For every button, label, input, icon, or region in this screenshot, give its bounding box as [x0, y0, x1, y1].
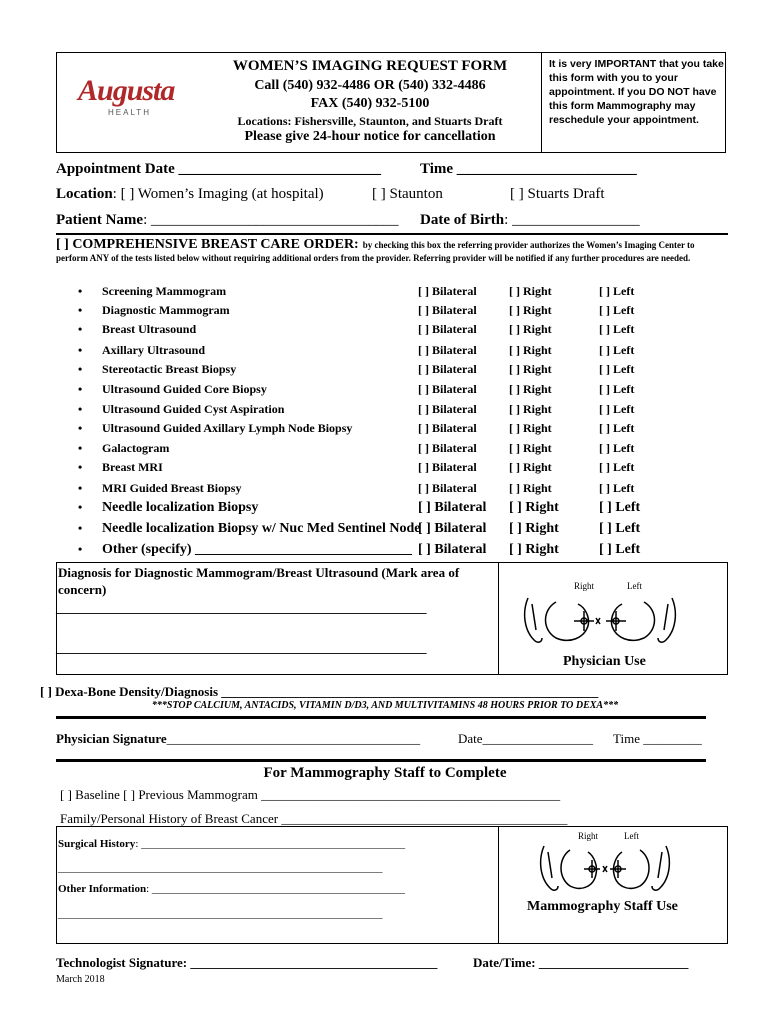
comprehensive-order-heading[interactable]: [ ] COMPREHENSIVE BREAST CARE ORDER:	[56, 237, 359, 252]
diagram-right-label: Right	[574, 581, 595, 591]
test-name: Diagnostic Mammogram	[102, 303, 230, 317]
dexa-warning: ***STOP CALCIUM, ANTACIDS, VITAMIN D/D3, AND MULTIVITAMINS 48 HOURS PRIOR TO DEXA***	[151, 700, 619, 711]
family-history-row[interactable]: Family/Personal History of Breast Cancer ____________________________________________	[60, 811, 568, 826]
bilateral-checkbox[interactable]: [ ] Bilateral	[418, 421, 477, 435]
staff-divider	[498, 826, 499, 944]
augusta-health-logo	[78, 76, 188, 126]
staff-heading: For Mammography Staff to Complete	[263, 765, 507, 781]
right-checkbox[interactable]: [ ] Right	[509, 421, 552, 435]
patient-name-label: Patient Name	[56, 212, 144, 228]
surgical-history-line[interactable]: : ________________________________________________	[135, 838, 406, 850]
physician-signature-label: Physician Signature	[56, 731, 167, 746]
important-notice: It is very IMPORTANT that you take this form with you to your appointment. If you DO NOT have this form Mammography may reschedule your appointment.	[549, 58, 724, 126]
bullet-icon: •	[78, 303, 83, 317]
bilateral-checkbox[interactable]: [ ] Bilateral	[418, 542, 487, 557]
breast-outline-icon	[530, 840, 680, 896]
bullet-icon: •	[78, 500, 83, 514]
fax-number: FAX (540) 932-5100	[310, 96, 430, 111]
physician-time[interactable]: Time _________	[613, 731, 702, 746]
comprehensive-order-text: by checking this box the referring provider authorizes the Women’s Imaging Center to perform ANY of the tests listed below without requiring additional orders from the provider. Referring provider will be notified if any further procedures are needed.	[56, 240, 695, 263]
test-name: Axillary Ultrasound	[102, 343, 206, 357]
right-checkbox[interactable]: [ ] Right	[509, 343, 552, 357]
right-checkbox[interactable]: [ ] Right	[509, 441, 552, 455]
left-checkbox[interactable]: [ ] Left	[599, 421, 635, 435]
bilateral-checkbox[interactable]: [ ] Bilateral	[418, 460, 477, 474]
test-name: Breast Ultrasound	[102, 322, 197, 336]
surgical-history-row[interactable]	[58, 838, 405, 850]
left-checkbox[interactable]: [ ] Left	[599, 303, 635, 317]
bullet-icon: •	[78, 402, 83, 416]
location-option-staunton[interactable]: [ ] Staunton	[372, 186, 443, 202]
right-checkbox[interactable]: [ ] Right	[509, 500, 559, 515]
physician-signature-row[interactable]	[56, 731, 420, 747]
right-checkbox[interactable]: [ ] Right	[509, 303, 552, 317]
test-name: Stereotactic Breast Biopsy	[102, 362, 237, 376]
test-name: Screening Mammogram	[102, 284, 227, 298]
bullet-icon: •	[78, 343, 83, 357]
staff-diagram-left-label: Left	[624, 831, 639, 841]
staff-use-label: Mammography Staff Use	[527, 899, 678, 914]
bilateral-checkbox[interactable]: [ ] Bilateral	[418, 521, 487, 536]
right-checkbox[interactable]: [ ] Right	[509, 362, 552, 376]
bilateral-checkbox[interactable]: [ ] Bilateral	[418, 343, 477, 357]
dob-row[interactable]	[420, 212, 640, 229]
header-divider	[541, 52, 542, 153]
bilateral-checkbox[interactable]: [ ] Bilateral	[418, 481, 477, 495]
phone-numbers: Call (540) 932-4486 OR (540) 332-4486	[254, 78, 486, 93]
bullet-icon: •	[78, 481, 83, 495]
test-name: MRI Guided Breast Biopsy	[102, 481, 242, 495]
cancellation-notice: Please give 24-hour notice for cancellation	[244, 129, 496, 144]
appointment-date[interactable]: Appointment Date ___________________________	[56, 161, 381, 177]
logo-sub: HEALTH	[108, 108, 151, 117]
bullet-icon: •	[78, 521, 83, 535]
right-checkbox[interactable]: [ ] Right	[509, 542, 559, 557]
bullet-icon: •	[78, 421, 83, 435]
breast-diagram-physician[interactable]	[512, 580, 688, 650]
diagnosis-line-1[interactable]: _________________________________________________________	[56, 600, 427, 615]
test-name: Ultrasound Guided Axillary Lymph Node Biopsy	[102, 421, 353, 435]
right-checkbox[interactable]: [ ] Right	[509, 402, 552, 416]
left-checkbox[interactable]: [ ] Left	[599, 284, 635, 298]
location-option-stuarts-draft[interactable]: [ ] Stuarts Draft	[510, 186, 605, 202]
right-checkbox[interactable]: [ ] Right	[509, 322, 552, 336]
patient-name-line[interactable]: : _________________________________	[143, 212, 399, 228]
left-checkbox[interactable]: [ ] Left	[599, 322, 635, 336]
left-checkbox[interactable]: [ ] Left	[599, 382, 635, 396]
dexa-label[interactable]: [ ] Dexa-Bone Density/Diagnosis	[40, 684, 219, 699]
bullet-icon: •	[78, 284, 83, 298]
surgical-history-line-2[interactable]: ___________________________________________________________	[58, 862, 383, 874]
bilateral-checkbox[interactable]: [ ] Bilateral	[418, 322, 477, 336]
bullet-icon: •	[78, 542, 83, 556]
right-checkbox[interactable]: [ ] Right	[509, 382, 552, 396]
other-information-line-2[interactable]: ___________________________________________________________	[58, 908, 383, 920]
other-information-line[interactable]: : ______________________________________________	[146, 883, 405, 895]
bilateral-checkbox[interactable]: [ ] Bilateral	[418, 441, 477, 455]
diagnosis-line-2[interactable]: _________________________________________________________	[56, 640, 427, 655]
test-name: Needle localization Biopsy	[102, 500, 259, 515]
bullet-icon: •	[78, 441, 83, 455]
bilateral-checkbox[interactable]: [ ] Bilateral	[418, 284, 477, 298]
bullet-icon: •	[78, 460, 83, 474]
logo-script: Augusta	[78, 74, 175, 107]
left-checkbox[interactable]: [ ] Left	[599, 343, 635, 357]
breast-outline-icon	[512, 590, 688, 650]
technologist-signature[interactable]: Technologist Signature: ______________________________________	[56, 955, 438, 970]
patient-name-row[interactable]	[56, 212, 398, 229]
other-information-row[interactable]	[58, 883, 405, 895]
test-name: Breast MRI	[102, 460, 163, 474]
bullet-icon: •	[78, 382, 83, 396]
location-label: Location	[56, 186, 113, 202]
footer-date: March 2018	[56, 974, 105, 985]
location-option-womens-imaging[interactable]: : [ ] Women’s Imaging (at hospital)	[112, 186, 324, 202]
left-checkbox[interactable]: [ ] Left	[599, 481, 635, 495]
dob-line[interactable]: : _________________	[504, 212, 640, 228]
bilateral-checkbox[interactable]: [ ] Bilateral	[418, 402, 477, 416]
left-checkbox[interactable]: [ ] Left	[599, 460, 635, 474]
right-checkbox[interactable]: [ ] Right	[509, 284, 552, 298]
right-checkbox[interactable]: [ ] Right	[509, 460, 552, 474]
bilateral-checkbox[interactable]: [ ] Bilateral	[418, 362, 477, 376]
breast-diagram-staff[interactable]	[530, 830, 706, 896]
appointment-time[interactable]: Time ________________________	[420, 161, 637, 177]
technologist-datetime[interactable]: Date/Time: _______________________	[473, 955, 689, 970]
physician-signature-line[interactable]: _______________________________________	[166, 731, 421, 746]
test-name: Other (specify) _______________________________	[102, 542, 413, 557]
comprehensive-order	[56, 238, 728, 264]
diagram-left-label: Left	[627, 581, 642, 591]
bullet-icon: •	[78, 362, 83, 376]
surgical-history-label: Surgical History	[58, 838, 136, 850]
dexa-row[interactable]	[40, 684, 598, 700]
dob-label: Date of Birth	[420, 212, 505, 228]
left-checkbox[interactable]: [ ] Left	[599, 441, 635, 455]
baseline-row[interactable]: [ ] Baseline [ ] Previous Mammogram ______________________________________________	[60, 787, 561, 802]
form-title: WOMEN’S IMAGING REQUEST FORM	[232, 58, 508, 74]
right-checkbox[interactable]: [ ] Right	[509, 521, 559, 536]
test-name: Ultrasound Guided Cyst Aspiration	[102, 402, 285, 416]
diagnosis-divider	[498, 562, 499, 675]
locations: Locations: Fishersville, Staunton, and Stuarts Draft	[237, 114, 503, 128]
left-checkbox[interactable]: [ ] Left	[599, 521, 641, 536]
divider-line	[56, 759, 706, 762]
test-name: Ultrasound Guided Core Biopsy	[102, 382, 267, 396]
physician-date[interactable]: Date_________________	[458, 731, 594, 746]
staff-diagram-right-label: Right	[578, 831, 599, 841]
dexa-line[interactable]: __________________________________________________________	[218, 684, 599, 699]
divider-line	[56, 233, 728, 235]
bilateral-checkbox[interactable]: [ ] Bilateral	[418, 382, 477, 396]
physician-use-label: Physician Use	[563, 654, 646, 669]
left-checkbox[interactable]: [ ] Left	[599, 362, 635, 376]
right-checkbox[interactable]: [ ] Right	[509, 481, 552, 495]
diagnosis-label: Diagnosis for Diagnostic Mammogram/Breast Ultrasound (Mark area of concern)	[58, 565, 460, 597]
other-information-label: Other Information	[58, 883, 147, 895]
test-name: Galactogram	[102, 441, 170, 455]
bilateral-checkbox[interactable]: [ ] Bilateral	[418, 303, 477, 317]
bullet-icon: •	[78, 322, 83, 336]
location-row	[56, 186, 324, 203]
test-name: Needle localization Biopsy w/ Nuc Med Sentinel Node	[102, 521, 421, 536]
left-checkbox[interactable]: [ ] Left	[599, 402, 635, 416]
left-checkbox[interactable]: [ ] Left	[599, 500, 641, 515]
divider-line	[56, 716, 706, 719]
bilateral-checkbox[interactable]: [ ] Bilateral	[418, 500, 487, 515]
left-checkbox[interactable]: [ ] Left	[599, 542, 641, 557]
